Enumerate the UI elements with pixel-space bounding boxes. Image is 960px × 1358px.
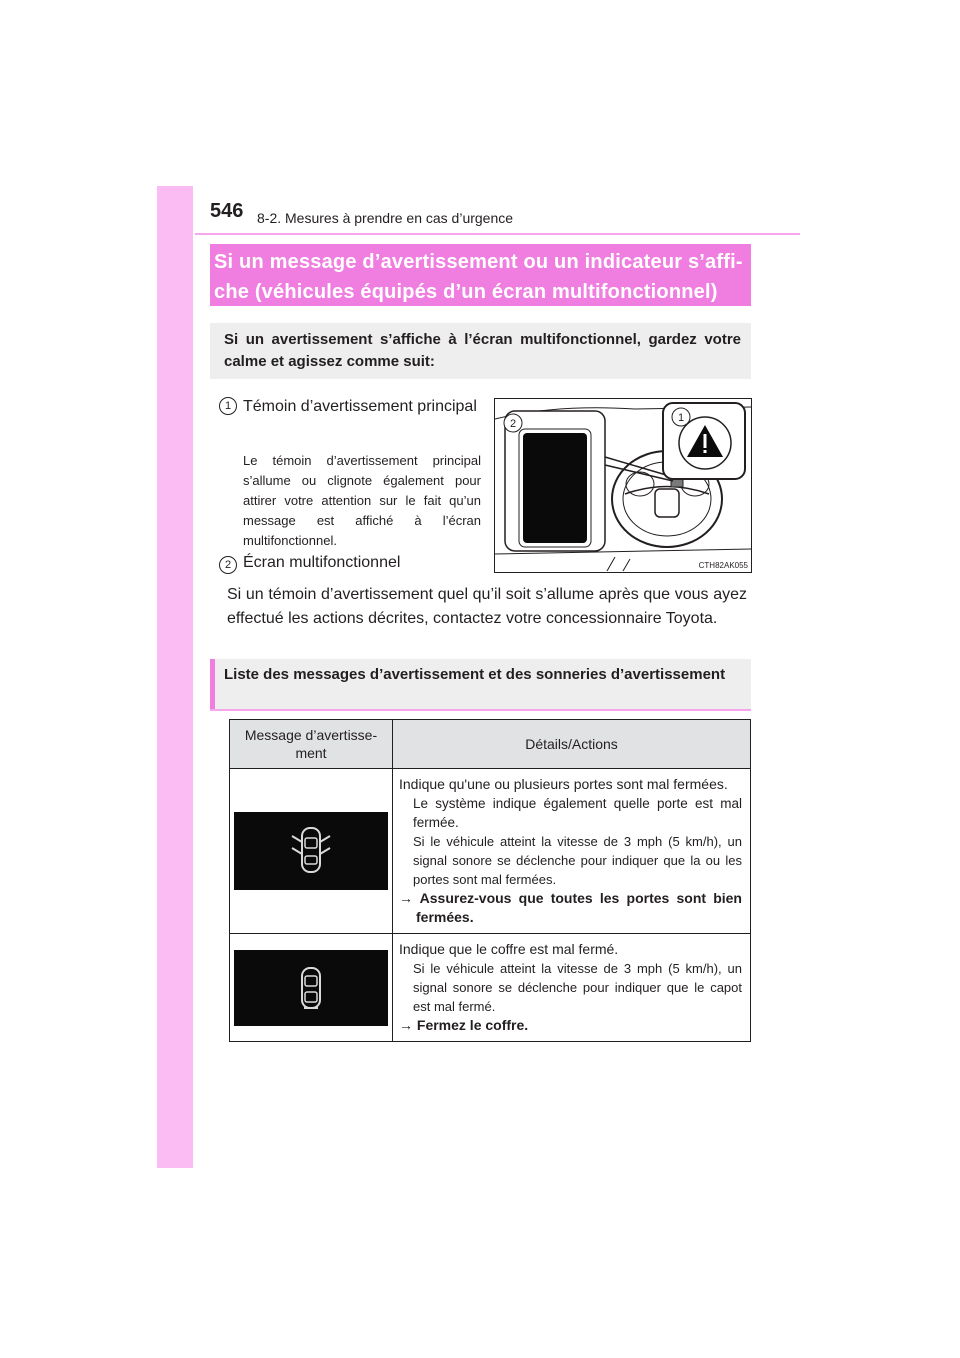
item-1-label: Témoin d’avertissement principal <box>243 398 477 415</box>
table-header-row <box>230 720 751 769</box>
arrow-icon: → <box>399 1017 413 1033</box>
doors-main-text: Indique qu'une ou plusieurs portes sont mal fermées. <box>399 776 728 792</box>
callout-1: 1 <box>219 397 237 415</box>
trunk-main-text: Indique que le coffre est mal fermé. <box>399 941 619 957</box>
item-2-label: Écran multifonctionnel <box>243 554 401 571</box>
intro-box: Si un avertissement s’affiche à l’écran multifonctionnel, gardez votre calme et agissez comme suit: <box>210 323 751 379</box>
table-row <box>230 934 751 1042</box>
trunk-action-text: Fermez le coffre. <box>416 1017 529 1033</box>
col-header-details: Détails/Actions <box>393 720 751 769</box>
dashboard-illustration <box>494 398 752 573</box>
chapter-sidebar <box>157 186 193 1168</box>
header-divider <box>195 233 800 235</box>
list-heading-accent <box>210 659 215 709</box>
table-row <box>230 769 751 934</box>
trunk-warning-screen <box>234 950 388 1026</box>
section-title <box>210 244 751 306</box>
doors-action <box>399 889 742 927</box>
message-details-cell <box>393 769 751 934</box>
car-doors-open-icon <box>234 812 388 890</box>
figure-callout-2: 2 <box>509 418 517 430</box>
list-heading <box>210 659 751 709</box>
message-image-cell <box>230 934 393 1042</box>
section-title-line2: che (véhicules équipés d’un écran multifonctionnel) <box>214 281 718 303</box>
doors-warning-screen <box>234 812 388 890</box>
section-title-line1: Si un message d’avertissement ou un indicateur s’affi- <box>214 251 743 273</box>
warning-messages-table <box>229 719 751 1042</box>
message-details-cell <box>393 934 751 1042</box>
dashboard-drawing <box>495 399 751 572</box>
figure-callout-1: 1 <box>677 412 685 424</box>
section-path: 8-2. Mesures à prendre en cas d’urgence <box>257 210 514 226</box>
doors-speed-note: Si le véhicule atteint la vitesse de 3 mph (5 km/h), un signal sonore se déclenche pour indiquer que la ou les portes sont mal fermées. <box>413 834 742 887</box>
callout-2: 2 <box>219 556 237 574</box>
doors-sub-text: Le système indique également quelle porte est mal fermée. <box>413 796 742 830</box>
doors-action-text: Assurez-vous que toutes les portes sont bien fermées. <box>416 890 742 925</box>
contact-dealer-paragraph: Si un témoin d’avertissement quel qu’il soit s’allume après que vous ayez effectué les actions décrites, contactez votre concessionnaire Toyota. <box>227 586 747 627</box>
arrow-icon: → <box>399 890 413 906</box>
list-heading-underline <box>210 709 751 711</box>
trunk-action <box>399 1016 742 1035</box>
car-trunk-open-icon <box>234 950 388 1026</box>
message-image-cell <box>230 769 393 934</box>
trunk-speed-note: Si le véhicule atteint la vitesse de 3 mph (5 km/h), un signal sonore se déclenche pour indiquer que le capot est mal fermé. <box>413 961 742 1014</box>
col-header-message: Message d’avertisse-ment <box>230 720 393 769</box>
item-1-description: Le témoin d’avertissement principal s’allume ou clignote également pour attirer votre attention sur le fait qu’un message est affiché à l’écran multifonctionnel. <box>243 453 481 548</box>
figure-code: CTH82AK055 <box>698 561 748 570</box>
list-heading-text: Liste des messages d’avertissement et des sonneries d’avertissement <box>224 666 726 683</box>
page-number: 546 <box>210 200 244 222</box>
